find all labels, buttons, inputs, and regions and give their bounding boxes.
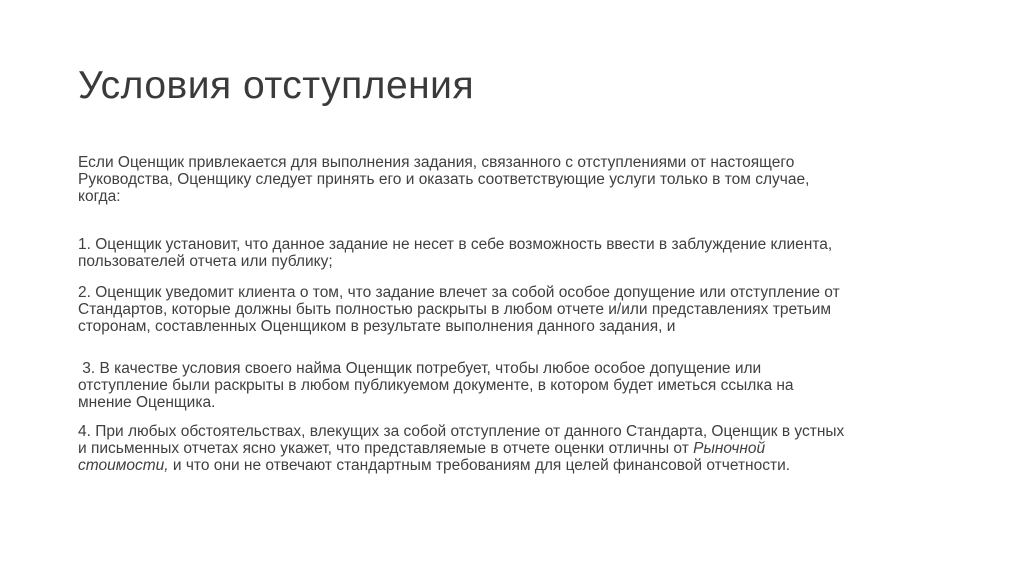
item-1-line-2: пользователей отчета или публику; — [78, 253, 333, 270]
item-4-italic-term-part-2: стоимости, — [78, 457, 169, 474]
item-4-line-3-text: и что они не отвечают стандартным требованиям для целей финансовой отчетности. — [168, 457, 791, 474]
intro-line-3: когда: — [78, 188, 121, 205]
item-1-line-1: 1. Оценщик установит, что данное задание не несет в себе возможность ввести в заблуждение клиента, — [78, 236, 833, 253]
condition-item-3 — [78, 360, 794, 411]
intro-paragraph — [78, 154, 809, 205]
condition-item-2 — [78, 284, 840, 335]
item-4-line-3 — [78, 457, 844, 474]
intro-line-1: Если Оценщик привлекается для выполнения задания, связанного с отступлениями от настоящего — [78, 154, 795, 171]
item-3-line-3: мнение Оценщика. — [78, 394, 216, 411]
item-3-line-1: 3. В качестве условия своего найма Оценщик потребует, чтобы любое особое допущение или — [78, 360, 762, 377]
item-4-line-1: 4. При любых обстоятельствах, влекущих за собой отступление от данного Стандарта, Оценщик в устных — [78, 423, 845, 440]
item-3-line-2: отступление были раскрыты в любом публикуемом документе, в котором будет иметься ссылка на — [78, 377, 794, 394]
slide-title: Условия отступления — [78, 64, 475, 107]
item-4-italic-term-part-1: Рыночной — [693, 440, 766, 457]
condition-item-1 — [78, 236, 832, 270]
item-2-line-1: 2. Оценщик уведомит клиента о том, что задание влечет за собой особое допущение или отступление от — [78, 284, 840, 301]
condition-item-4 — [78, 423, 844, 474]
item-4-line-2-text: и письменных отчетах ясно укажет, что представляемые в отчете оценки отличны от — [78, 440, 694, 457]
item-2-line-2: Стандартов, которые должны быть полностью раскрыты в любом отчете и/или представлениях третьим — [78, 301, 832, 318]
item-4-line-2 — [78, 440, 844, 457]
item-2-line-3: сторонам, составленных Оценщиком в результате выполнения данного задания, и — [78, 318, 676, 335]
intro-line-2: Руководства, Оценщику следует принять его и оказать соответствующие услуги только в том случае, — [78, 171, 810, 188]
